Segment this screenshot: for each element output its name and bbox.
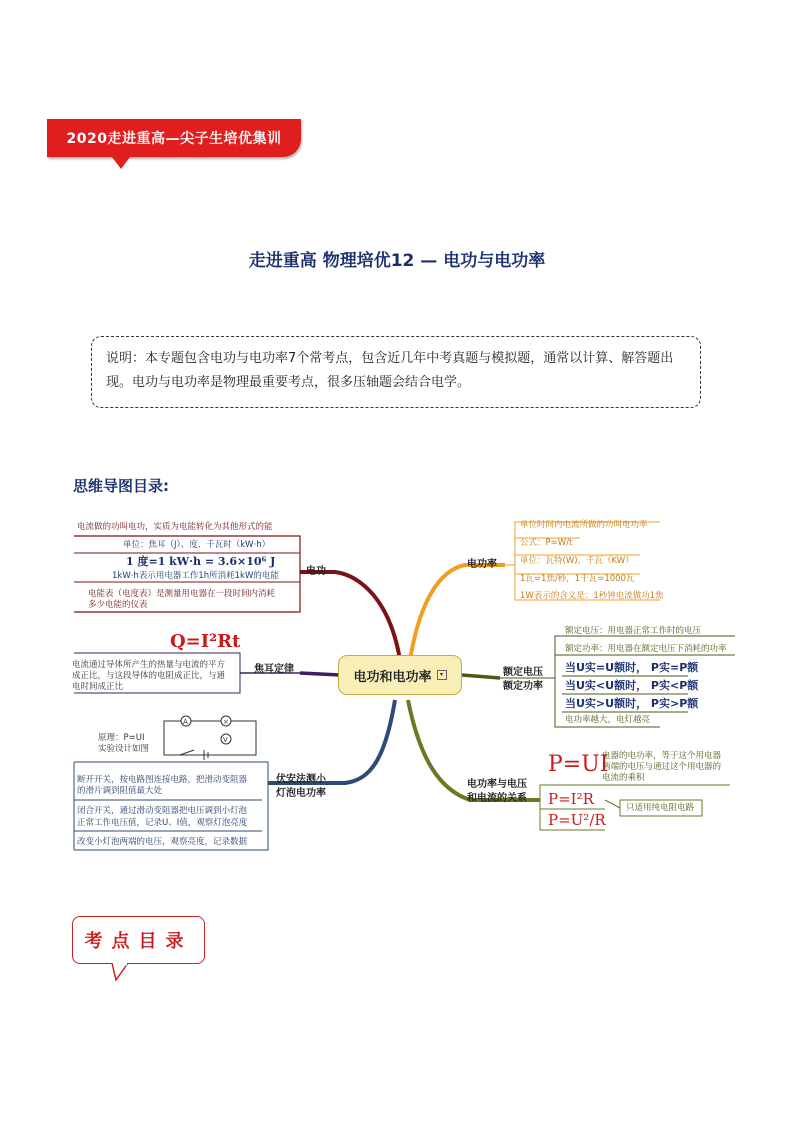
diangong-item-1: 电流做的功叫电功，实质为电能转化为其他形式的能 (77, 522, 273, 532)
jiaoer-item-1: 电流通过导体所产生的热量与电流的平方 (72, 660, 226, 670)
branch-eding-title-1: 额定电压 (503, 667, 543, 678)
guanxi-note: 只适用纯电阻电路 (626, 803, 695, 813)
eding-row-2: 当U实<U额时， P实<P额 (565, 679, 699, 692)
eding-row-1: 当U实=U额时， P实=P额 (565, 661, 699, 674)
svg-text:V: V (223, 736, 228, 744)
guanxi-desc-3: 电流的乘积 (602, 773, 645, 783)
diangong-item-5: 电能表（电度表）是测量用电器在一段时间内消耗 (88, 589, 276, 599)
dgl-item-1: 单位时间内电流所做的功叫电功率 (520, 520, 648, 530)
page-title: 走进重高 物理培优12 — 电功与电功率 (248, 251, 546, 271)
svg-text:A: A (183, 718, 188, 726)
fuan-item-4: 正常工作电压值，记录U、I值，观察灯泡亮度 (77, 818, 248, 828)
diangong-item-4: 1kW·h表示用电器工作1h所消耗1kW的电能 (112, 571, 279, 581)
eding-last: 电功率越大，电灯越亮 (565, 715, 651, 725)
center-label: 电功和电功率 (353, 669, 432, 685)
branch-jiaoer-title: 焦耳定律 (254, 664, 294, 675)
diangong-item-2: 单位：焦耳（J）、度、千瓦时（kW·h） (123, 540, 271, 550)
filter-icon: ▾ (437, 670, 447, 680)
formula-p-ui: P=UI (548, 752, 609, 777)
mindmap-center-node (338, 655, 462, 695)
mindmap-label: 思维导图目录: (73, 477, 169, 495)
branch-guanxi-title-1: 电功率与电压 (467, 779, 527, 790)
formula-p-u2r: P=U²/R (548, 811, 606, 829)
branch-diangong-title: 电功 (306, 566, 326, 577)
formula-p-i2r: P=I²R (548, 790, 594, 808)
eding-item-2: 额定功率：用电器在额定电压下消耗的功率 (565, 644, 727, 654)
branch-fuan-title-2: 灯泡电功率 (276, 788, 326, 799)
diangong-item-3: 1 度=1 kW·h = 3.6×10⁶ J (126, 555, 276, 568)
guanxi-desc-2: 两端的电压与通过这个用电器的 (602, 762, 722, 772)
dgl-item-4: 1瓦=1焦/秒，1千瓦=1000瓦 (520, 574, 635, 584)
diangong-item-6: 多少电能的仪表 (88, 600, 148, 610)
kaodian-title-box (72, 916, 205, 964)
fuan-item-3: 闭合开关，通过滑动变阻器把电压调到小灯泡 (77, 806, 248, 816)
branch-guanxi-title-2: 和电流的关系 (467, 793, 527, 804)
kaodian-tail (110, 963, 132, 983)
eding-item-1: 额定电压：用电器正常工作时的电压 (565, 626, 702, 636)
kaodian-title: 考点目录 (84, 931, 193, 952)
banner-text: 2020走进重高—尖子生培优集训 (66, 131, 282, 147)
fuan-item-1: 断开开关，按电路图连接电路，把滑动变阻器 (77, 775, 248, 785)
dgl-item-5: 1W表示的含义是：1秒钟电流做功1焦 (520, 591, 664, 601)
guanxi-desc-1: 电器的电功率，等于这个用电器 (602, 751, 722, 761)
circuit-diagram (164, 716, 256, 760)
dgl-item-3: 单位：瓦特(W)、千瓦（KW） (520, 556, 634, 566)
fuan-item-2: 的滑片调到阻值最大处 (77, 786, 163, 796)
svg-text:×: × (223, 718, 229, 726)
fuan-principle: 原理：P=UI (98, 733, 145, 743)
eding-row-3: 当U实>U额时， P实>P额 (565, 697, 699, 710)
dgl-item-2: 公式：P=W/t (520, 538, 573, 548)
fuan-design: 实验设计如图 (98, 744, 150, 754)
branch-dgl-title: 电功率 (467, 559, 497, 570)
jiaoer-item-2: 成正比，与这段导体的电阻成正比，与通 (72, 671, 226, 681)
note-text: 说明：本专题包含电功与电功率7个常考点，包含近几年中考真题与模拟题，通常以计算、解答题出现。电功与电功率是物理最重要考点，很多压轴题会结合电学。 (106, 351, 674, 390)
fuan-item-5: 改变小灯泡两端的电压，观察亮度，记录数据 (77, 837, 248, 847)
branch-fuan-title-1: 伏安法测小 (276, 774, 326, 785)
jiaoer-item-3: 电时间成正比 (72, 682, 124, 692)
branch-eding-title-2: 额定功率 (503, 681, 543, 692)
joule-formula: Q=I²Rt (170, 631, 241, 652)
